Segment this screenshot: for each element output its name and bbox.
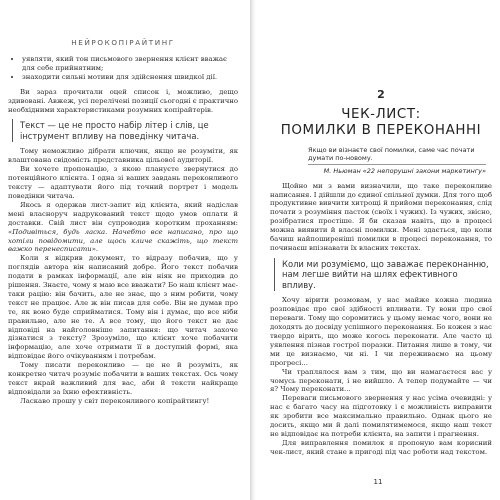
- bullet-item: • знаходити сильні мотиви для здійснення швидкої дії.: [22, 73, 238, 82]
- chapter-title-line: ПОМИЛКИ В ПЕРЕКОНАННІ: [280, 122, 482, 138]
- paragraph: Тому неможливо дібрати ключик, якщо не розуміти, як влаштована свідомість представника цільової аудиторії.: [8, 147, 238, 165]
- right-page: [256, 0, 500, 500]
- paragraph: Тому писати переконливо — це не й розуміть, як конкретно читач розуміє побачити в ваших текстах. Ось чому текст вкрай важливий для вас, аби й тексти найкраще відповідали за їхню ефективність.: [8, 361, 238, 396]
- italic-quote: Подивіться, будь ласка. Начебто все написано, про що хотіли повідомити, але щось кличе скажіть, що текст важко перенесписати: [8, 227, 238, 254]
- pull-quote: [274, 258, 492, 292]
- chapter-number: 2: [377, 88, 385, 101]
- bullet-item: • уявляти, який тон письмового звернення клієнт вважає для себе прийнятним;: [22, 55, 238, 73]
- running-head: НЕЙРОКОПІРАЙТИНГ: [71, 38, 175, 47]
- paragraph-text: Якось я одержав лист-запит від клієнта, який надіслав мені власноруч надрукований текст щодо умов оплати й доставки. Свій лист він супроводив коротким проханням: «: [8, 200, 238, 236]
- paragraph: Для виправлення помилок я пропоную вам корисний чек-лист, який стане в пригоді під час роботи над текстом.: [270, 438, 492, 456]
- chapter-title: [270, 107, 492, 138]
- pull-quote: [12, 119, 238, 142]
- paragraph: Ласкаво прошу у світ переконливого копірайтингу!: [20, 396, 210, 405]
- pull-quote-text: Текст — це не просто набір літер і слів, це інструмент впливу на поведінку читача.: [20, 120, 209, 141]
- paragraph: Хочу вірити розмовам, у нас майже кожна людина розповідає про свої здібності впливати. Ту вони про свої переваги. Тому що соромитись у цьому немає чого, вони не доходять до досвіду успішного переконання. Бо кожен з нас твердо вірить, що може когось переконати. Але часто ці уявлення пізнав гострої поразки. Питання лише в тому, чи ми це визнаємо, чи ні. І чи переживаємо на цьому прогресі...: [270, 296, 492, 367]
- paragraph: [8, 201, 238, 254]
- chapter-title-line: ЧЕК-ЛИСТ:: [341, 107, 421, 122]
- epigraph: [308, 146, 486, 176]
- epigraph-attribution: М. Ньюман «22 непорушні закони маркетингу»: [308, 164, 486, 175]
- bullet-list: [8, 55, 238, 82]
- pull-quote-text: Коли ми розуміємо, що заважає переконанню, нам легше вийти на шлях ефективного впливу.: [282, 258, 489, 290]
- paragraph: Переваги письмового звернення у нас усіма очевидні: у нас є багато часу на підготовку і є можливість виправити як зробити все максимально правильно. Однак цього не досить, якщо ми й далі помилятимемося, якщо наш текст не відповідає на потреби клієнта, на запити і прагнення.: [270, 394, 492, 438]
- paragraph: Щойно ми з вами визначили, що таке переконливе написання. І дійшли до єдиної спільної думки. Для того щоб продуктивне вивчити хитрощі й прийоми переконання, слід почати з розуміння пасток (своїх і чужих). Із чужих, звісно, розібратися простіше. Я би сказав навіть, що в процесі можна виявити й власні помилки. Мені здається, що коли бачиш найпоширеніші помилки в процесі переконання, то починаєш впізнавати їх власних текстах.: [270, 181, 492, 252]
- paragraph: Чи траплялося вам з тим, що ви намагаєтеся вас у чомусь переконати, і не вийшло. А тепер подумайте — чи я? Чому переконати...: [270, 367, 492, 394]
- paragraph-text: ».: [91, 245, 99, 254]
- paragraph: Коли я відкрив документ, то відразу побачив, що у поглядів автора він написаний добре. Його текст побачив подати в рамках інформації, але він ніяк не приходив до рішення. Знаєте, чому я маю все вважати? Бо наш клієнт має-таки рацію: він бачить, але не знає, що з ним робити, чому текст не працює. Але ж він писав для себе. Він не думав про те, як воно буде сприйматися. Тому він і думає, що все ніби правильно, але не те. А все тому, що його текст не дає відповіді на найголовніше запитання: що читач захоче дізнатися з тексту? Зрозуміло, що клієнт хоче побачити інформацію, але хоче отримати її в доступній формі, яка відповідає його очікуванням і потребам.: [8, 254, 238, 361]
- paragraph: Ви зараз прочитали оцей список і, можливо, дещо здивовані. Авжеж, усі перелічені позиції сьогодні є практично необхідними характеристиками розумних копірайтерів.: [8, 87, 238, 114]
- epigraph-text: Якщо ви візнаєте свої помилки, саме час почати думати по-новому.: [308, 146, 475, 163]
- page-number: 11: [373, 478, 383, 486]
- paragraph: Ви хочете пропонацію, з якою плануєте звернутися до потенційного клієнта. І одна зі ваших завдань переконливого тексту — адаптувати його під точний портрет і модель поведінки читача.: [8, 165, 238, 200]
